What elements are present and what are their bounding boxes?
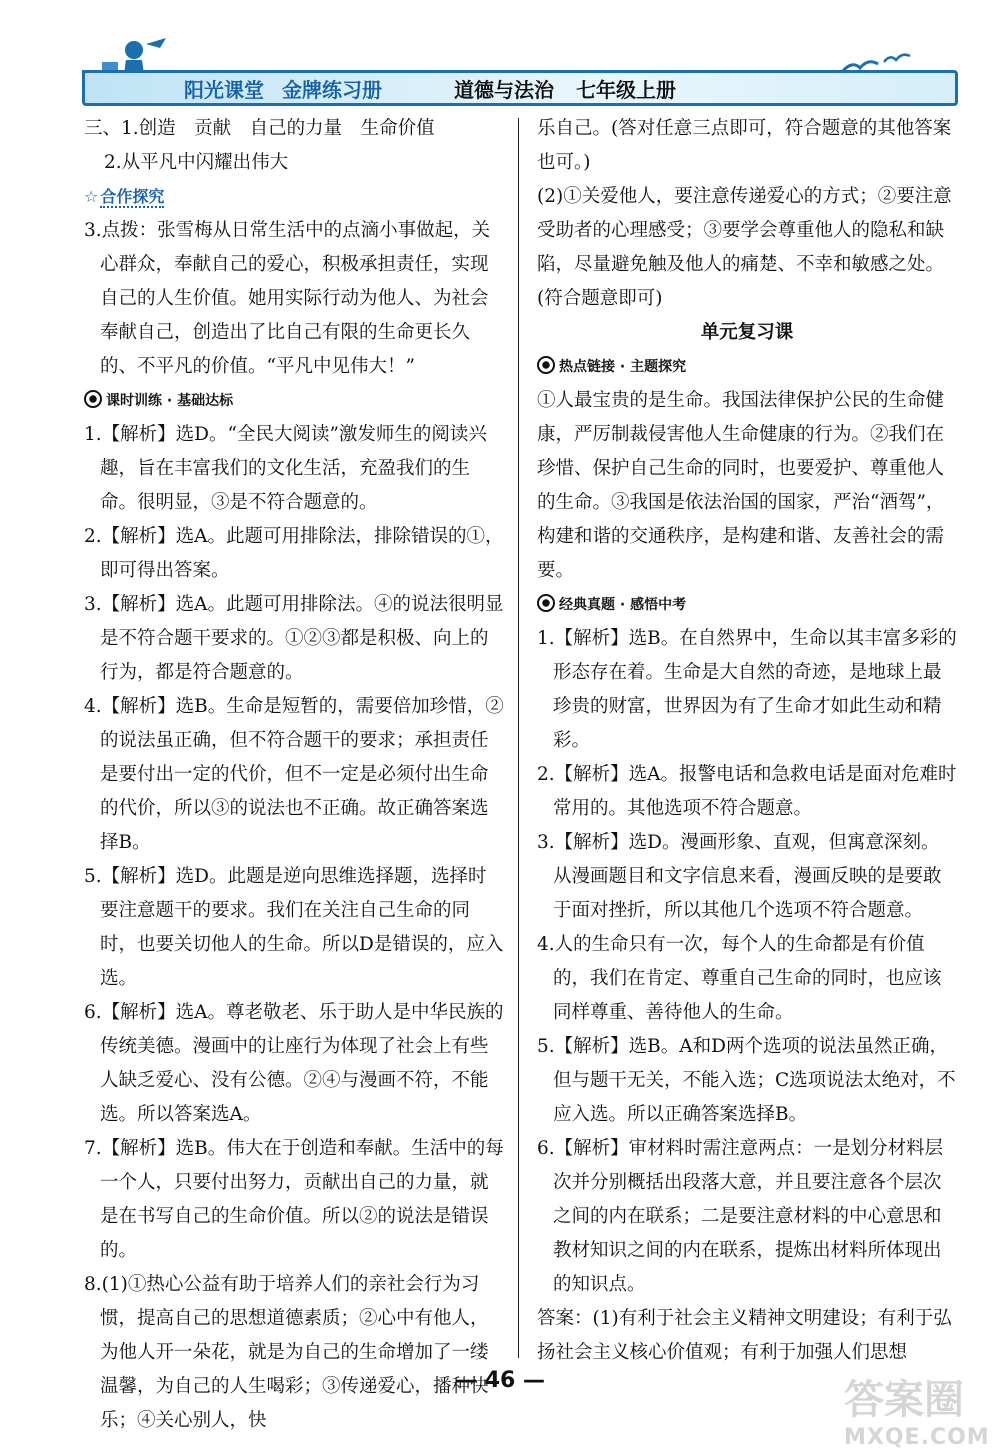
product-name: 金牌练习册 — [282, 78, 382, 102]
answer-item: 4.人的生命只有一次，每个人的生命都是有价值的，我们在肯定、尊重自己生命的同时，也应该同样尊重、善待他人的生命。 — [537, 934, 942, 1023]
section-bullet-icon — [84, 390, 102, 408]
answer-continuation: 乐自己。(答对任意三点即可，符合题意的其他答案也可。) — [537, 118, 952, 173]
column-divider — [518, 118, 519, 1358]
unit-review-title: 单元复习课 — [700, 322, 794, 343]
left-column — [84, 112, 504, 1438]
section-heading: ☆ 合作探究 — [84, 187, 165, 206]
answer-item: 3.点拨：张雪梅从日常生活中的点滴小事做起，关心群众，奉献自己的爱心，积极承担责任，实现自己的人生价值。她用实际行动为他人、为社会奉献自己，创造出了比自己有限的生命更长久的、不平凡的价值。“平凡中见伟大！” — [84, 220, 491, 377]
answer-paragraph: ①人最宝贵的是生命。我国法律保护公民的生命健康，严厉制裁侵害他人生命健康的行为。②我们在珍惜、保护自己生命的同时，也要爱护、尊重他人的生命。③我国是依法治国的国家，严治“酒驾”，构建和谐的交通秩序，是构建和谐、友善社会的需要。 — [537, 390, 945, 581]
subject-name: 道德与法治 — [454, 78, 554, 102]
answer-item: 3.【解析】选D。漫画形象、直观，但寓意深刻。从漫画题目和文字信息来看，漫画反映的是要敢于面对挫折，所以其他几个选项不符合题意。 — [537, 832, 942, 921]
answer-item: 1.【解析】选D。“全民大阅读”激发师生的阅读兴趣，旨在丰富我们的文化生活，充盈我们的生命。很明显，③是不符合题意的。 — [84, 424, 487, 513]
answer-line: 答案：(1)有利于社会主义精神文明建设；有利于弘扬社会主义核心价值观；有利于加强人们思想 — [537, 1308, 952, 1363]
answer-item: 5.【解析】选D。此题是逆向思维选择题，选择时要注意题干的要求。我们在关注自己生命的同时，也要关切他人的生命。所以D是错误的，应入选。 — [84, 866, 504, 989]
answer-item: 3.【解析】选A。此题可用排除法。④的说法很明显是不符合题干要求的。①②③都是积极、向上的行为，都是符合题意的。 — [84, 594, 504, 683]
watermark-bottom: MXQE.COM — [844, 1425, 990, 1450]
answer-item: 1.【解析】选B。在自然界中，生命以其丰富多彩的形态存在着。生命是大自然的奇迹，是地球上最珍贵的财富，世界因为有了生命才如此生动和精彩。 — [537, 628, 957, 751]
header-brand — [184, 74, 400, 103]
answer-item: 7.【解析】选B。伟大在于创造和奉献。生活中的每一个人，只要付出努力，贡献出自己的力量，就是在书写自己的生命价值。所以②的说法是错误的。 — [84, 1138, 504, 1261]
star-icon: ☆ — [84, 187, 99, 206]
series-name: 阳光课堂 — [184, 78, 264, 102]
watermark-top: 答案圈 — [844, 1377, 964, 1423]
right-column — [537, 112, 957, 1370]
answer-item: (2)①关爱他人，要注意传递爱心的方式；②要注意受助者的心理感受；③要学会尊重他人的隐私和缺陷，尽量避免触及他人的痛楚、不幸和敏感之处。(符合题意即可) — [537, 186, 952, 309]
answer-item: 2.【解析】选A。此题可用排除法，排除错误的①，即可得出答案。 — [84, 526, 504, 581]
section-heading: 经典真题 · 感悟中考 — [537, 590, 957, 620]
section-bullet-icon — [537, 594, 555, 612]
watermark-logo — [844, 1368, 990, 1450]
answer-item: 4.【解析】选B。生命是短暂的，需要倍加珍惜，②的说法虽正确，但不符合题干的要求；承担责任是要付出一定的代价，但不一定是必须付出生命的代价，所以③的说法也不正确。故正确答案选择B。 — [84, 696, 504, 853]
answer-line: 2.从平凡中闪耀出伟大 — [104, 152, 289, 173]
answer-item: 8.(1)①热心公益有助于培养人们的亲社会行为习惯，提高自己的思想道德素质；②心中有他人，为他人开一朵花，就是为自己的生命增加了一缕温馨，为自己的人生喝彩；③传递爱心，播种快乐；④关心别人，快 — [84, 1274, 489, 1431]
grade-name: 七年级上册 — [576, 78, 676, 102]
section-heading: 课时训练 · 基础达标 — [84, 386, 504, 416]
page-number: — 46 — — [455, 1368, 545, 1393]
answer-item: 6.【解析】审材料时需注意两点：一是划分材料层次并分别概括出段落大意，并且要注意各个层次之间的内在联系；二是要注意材料的中心意思和教材知识之间的内在联系，提炼出材料所体现出的知识点。 — [537, 1138, 944, 1295]
section-heading: 热点链接 · 主题探究 — [537, 352, 957, 382]
header-subject — [454, 74, 698, 103]
answer-item: 5.【解析】选B。A和D两个选项的说法虽然正确，但与题干无关，不能入选；C选项说法太绝对，不应入选。所以正确答案选择B。 — [537, 1036, 956, 1125]
answer-item: 6.【解析】选A。尊老敬老、乐于助人是中华民族的传统美德。漫画中的让座行为体现了社会上有些人缺乏爱心、没有公德。②④与漫画不符，不能选。所以答案选A。 — [84, 1002, 504, 1125]
answer-line: 三、1.创造 贡献 自己的力量 生命价值 — [84, 118, 435, 139]
page-header — [72, 36, 952, 106]
section-bullet-icon — [537, 356, 555, 374]
birds-icon — [838, 50, 918, 80]
answer-item: 2.【解析】选A。报警电话和急救电话是面对危难时常用的。其他选项不符合题意。 — [537, 764, 957, 819]
